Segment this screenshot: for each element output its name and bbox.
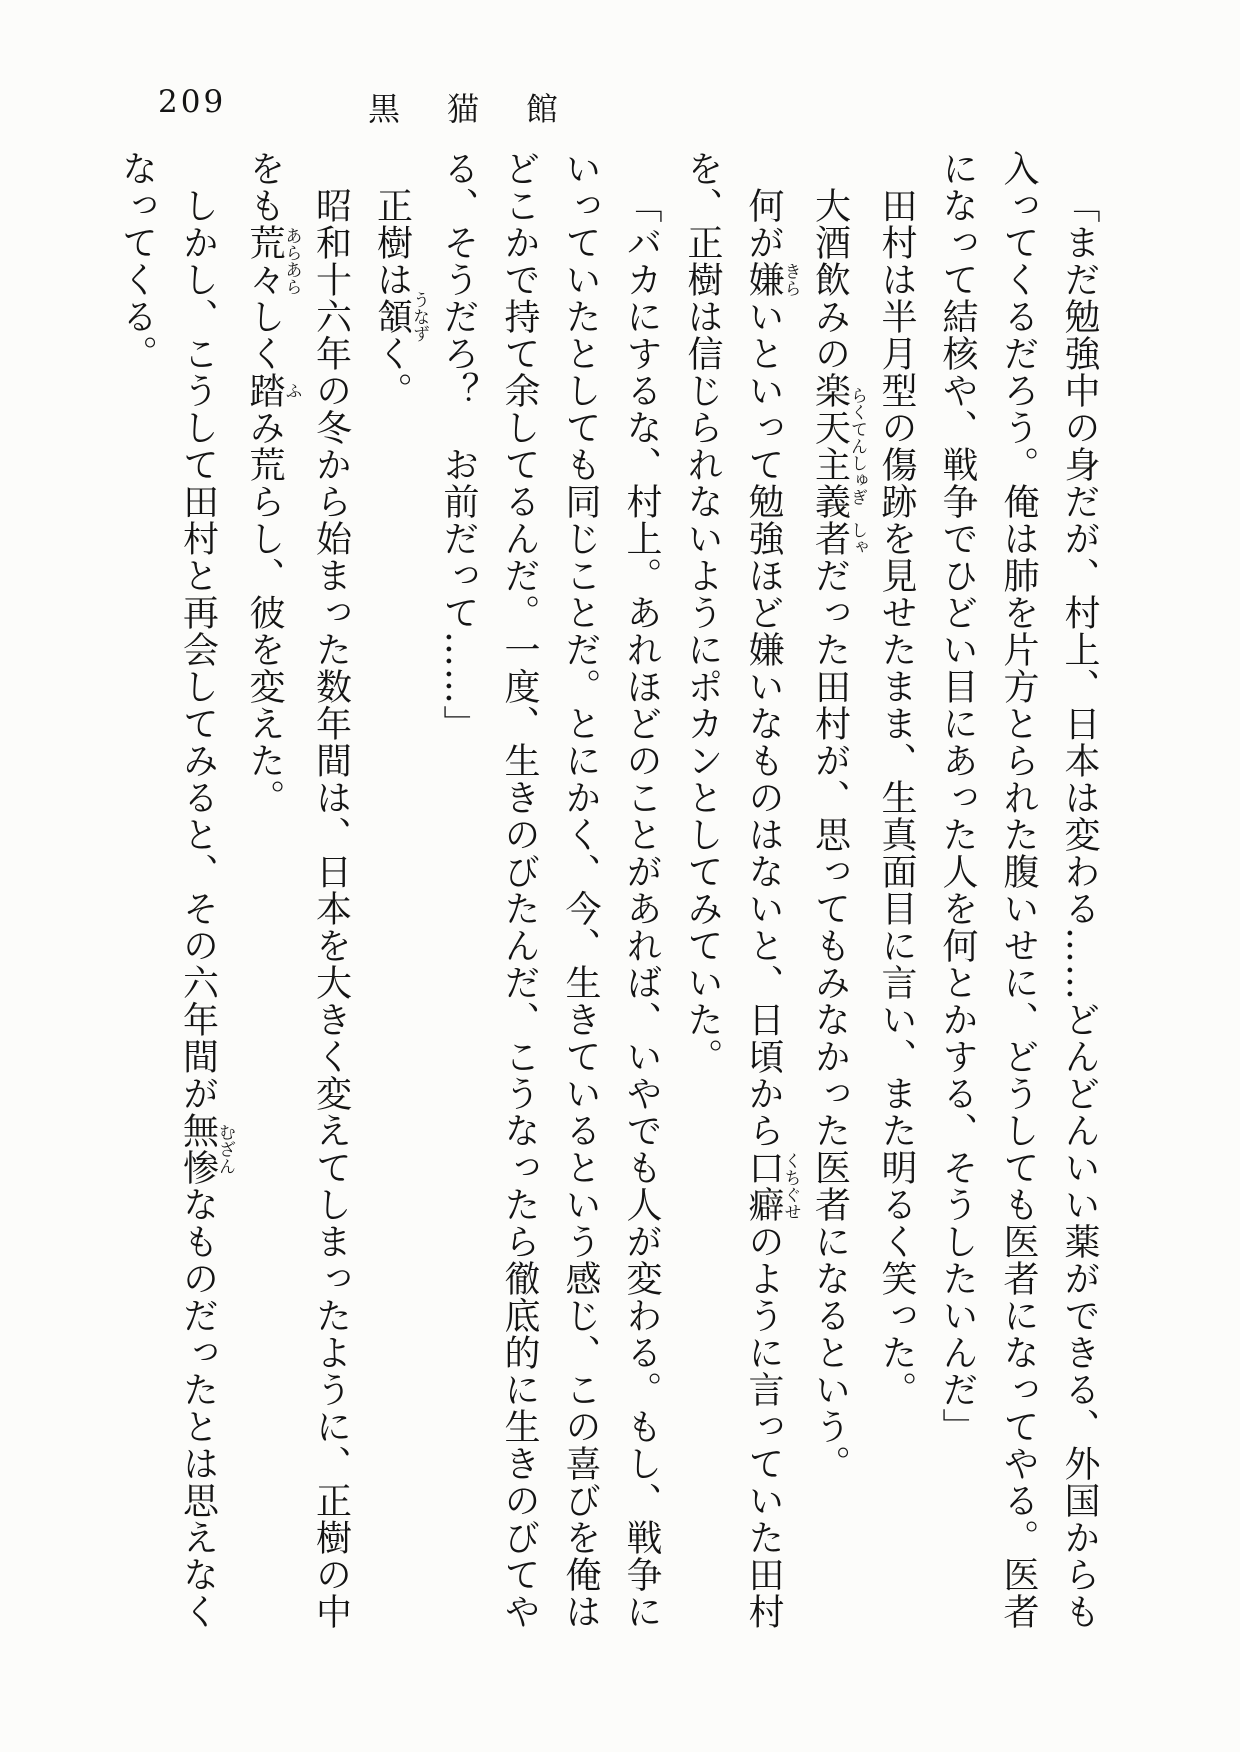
text-column: 入ってくるだろう。俺は肺を片方とられた腹いせに、どうしても医者になってやる。医者 xyxy=(998,150,1039,1630)
text-column: 「まだ勉強中の身だが、村上、日本は変わる……どんどんいい薬ができる、外国からも xyxy=(1059,187,1100,1630)
text-column: 「バカにするな、村上。あれほどのことがあれば、いやでも人が変わる。もし、戦争に xyxy=(621,187,662,1630)
ruby-annotated-word: 踏ふ xyxy=(244,372,302,409)
text-column: どこかで持て余してるんだ。一度、生きのびたんだ、こうなったら徹底的に生きのびてや xyxy=(499,150,540,1630)
ruby-annotated-word: 無惨むざん xyxy=(177,1112,235,1186)
ruby-annotated-word: 者しゃ xyxy=(809,520,867,557)
ruby-annotated-word: 口癖くちぐせ xyxy=(743,1149,801,1223)
text-column: 何が嫌きらいといって勉強ほど嫌いなものはないと、日頃から口癖くちぐせのように言っていた田村 xyxy=(743,187,801,1630)
text-column: しかし、こうして田村と再会してみると、その六年間が無惨むざんなものだったとは思えなく xyxy=(177,187,235,1630)
text-column: になって結核や、戦争でひどい目にあった人を何とかする、そうしたいんだ」 xyxy=(937,150,978,1445)
ruby-annotated-word: 荒々あらあら xyxy=(244,224,302,298)
ruby-annotated-word: 嫌きら xyxy=(743,261,801,298)
page-number: 209 xyxy=(158,84,227,120)
text-column: を、正樹は信じられないようにポカンとしてみていた。 xyxy=(682,150,723,1075)
text-column: いっていたとしても同じことだ。とにかく、今、生きているという感じ、この喜びを俺は xyxy=(560,150,601,1630)
vertical-text-block xyxy=(107,150,1111,1670)
ruby-annotated-word: 頷うなず xyxy=(371,291,429,342)
text-column: る、そうだろ？ お前だって……」 xyxy=(438,150,479,742)
text-column: なってくる。 xyxy=(116,150,158,372)
text-column: 昭和十六年の冬から始まった数年間は、日本を大きく変えてしまったように、正樹の中 xyxy=(310,187,352,1630)
ruby-annotated-word: 楽天主義らくてんしゅぎ xyxy=(809,372,867,520)
text-column: 大酒飲みの楽天主義らくてんしゅぎ者しゃだった田村が、思ってもみなかった医者になるという。 xyxy=(809,187,867,1482)
text-column: をも荒々あらあらしく踏ふみ荒らし、彼を変えた。 xyxy=(244,150,302,816)
text-column: 田村は半月型の傷跡を見せたまま、生真面目に言い、また明るく笑った。 xyxy=(876,187,917,1408)
text-column: 正樹は頷うなずく。 xyxy=(371,187,429,409)
book-title: 黒猫館 xyxy=(368,90,606,128)
